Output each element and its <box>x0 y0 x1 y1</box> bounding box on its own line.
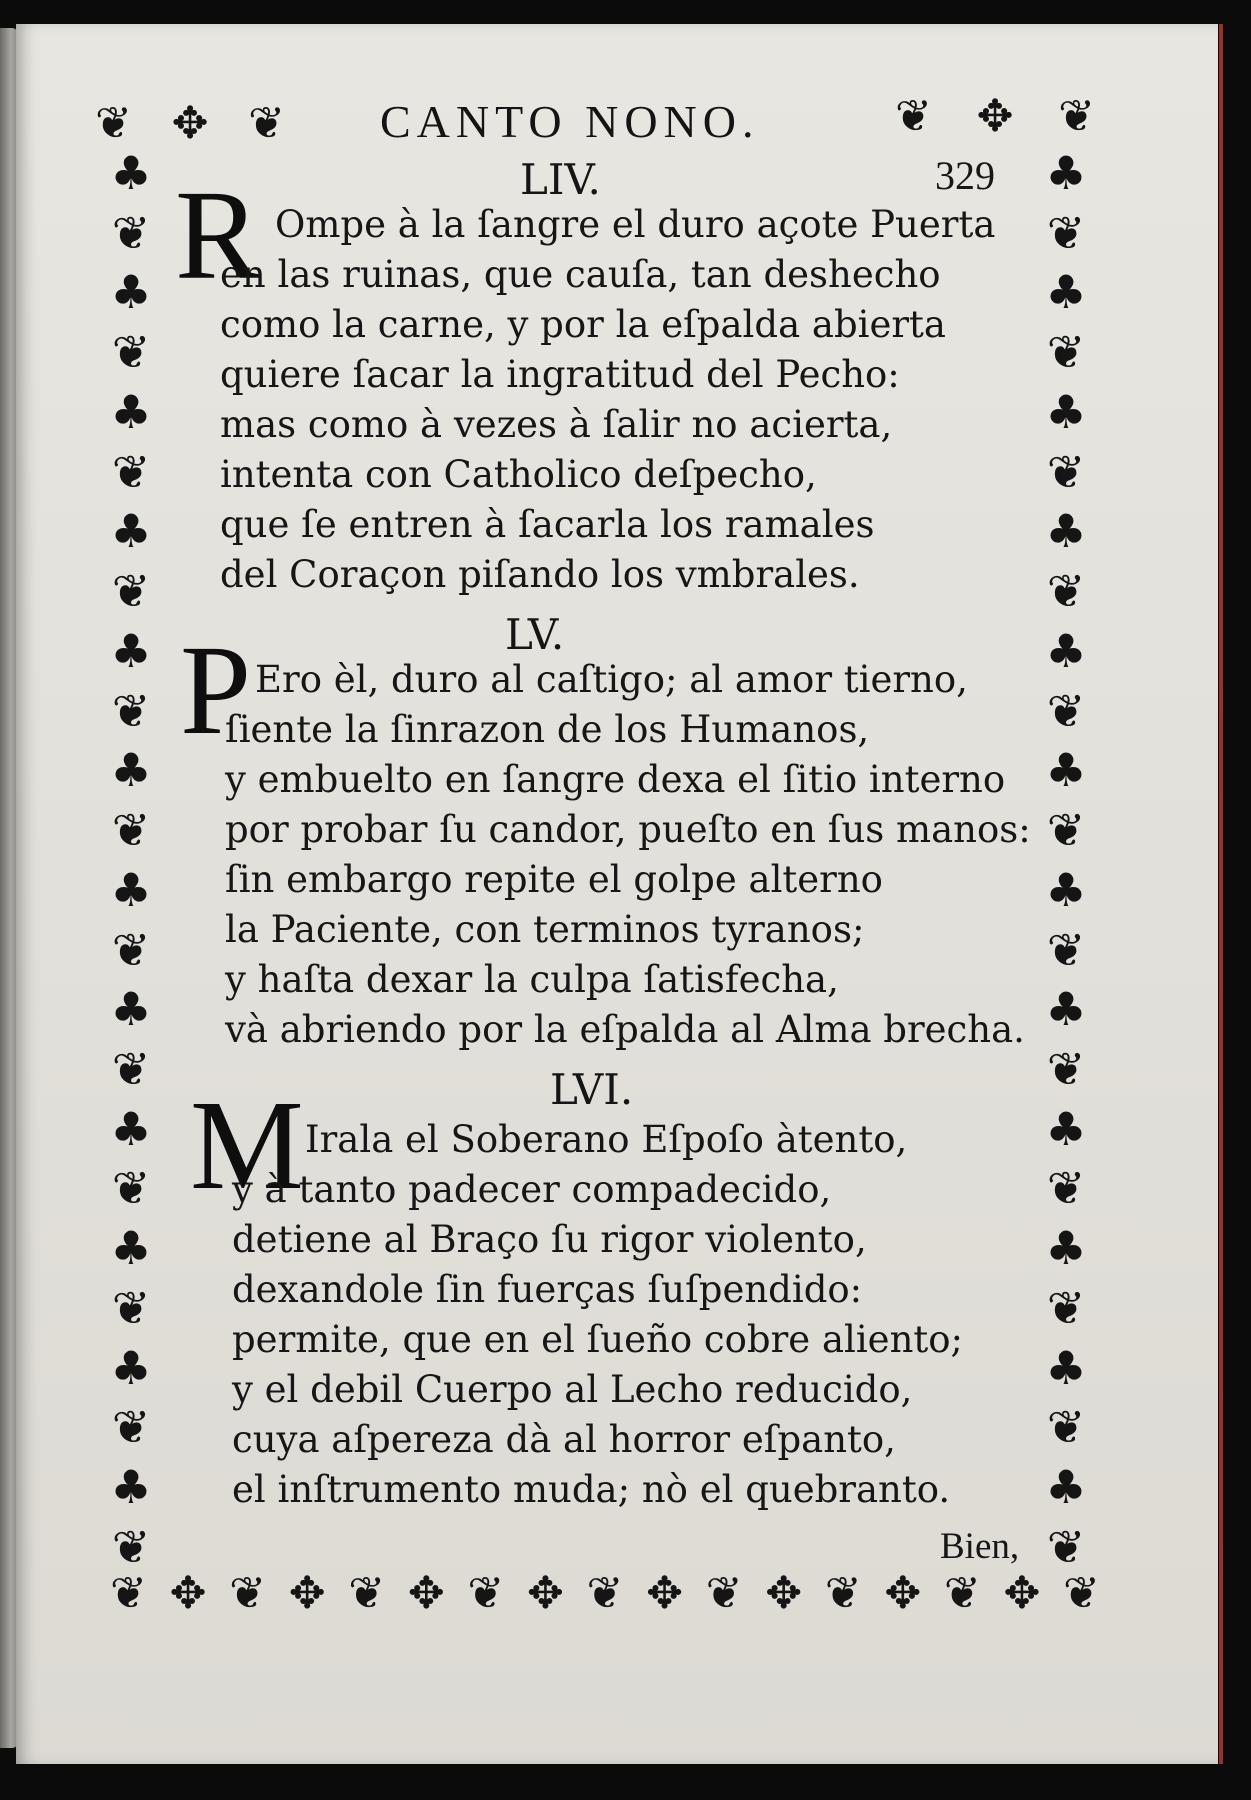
verse-line: dexandole ſin fuerças ſuſpendido: <box>232 1268 863 1311</box>
verse-line: el inſtrumento muda; nò el quebranto. <box>232 1468 951 1511</box>
stanza-numeral: LV. <box>505 610 565 659</box>
verse-line: cuya aſpereza dà al horror eſpanto, <box>232 1418 896 1461</box>
page-number: 329 <box>935 153 995 198</box>
verse-line: por probar ſu candor, pueſto en ſus manos: <box>225 808 1031 851</box>
stanza-numeral: LVI. <box>550 1065 634 1114</box>
verse-line: Ero èl, duro al caſtigo; al amor tierno, <box>255 658 968 701</box>
top-ornament-left: ❦ ✥ ❦ <box>95 97 285 149</box>
verse-line: Irala el Soberano Eſpoſo àtento, <box>305 1118 908 1161</box>
top-ornament-right: ❦ ✥ ❦ <box>895 90 1095 142</box>
verse-line: detiene al Braço ſu rigor violento, <box>232 1218 867 1261</box>
bottom-ornament-row: ❦ ✥ ❦ ✥ ❦ ✥ ❦ ✥ ❦ ✥ ❦ ✥ ❦ ✥ ❦ ✥ ❦ <box>110 1567 1100 1619</box>
verse-line: como la carne, y por la eſpalda abierta <box>220 303 946 346</box>
left-ornament-column: ♣ ❦ ♣ ❦ ♣ ❦ ♣ ❦ ♣ ❦ ♣ ❦ ♣ ❦ ♣ ❦ ♣ ❦ ♣ ❦ ♣ ❦ ♣ ❦ <box>110 150 152 1570</box>
verse-line: la Paciente, con terminos tyranos; <box>225 908 865 951</box>
running-head: CANTO NONO. <box>380 96 760 147</box>
stanza-lv <box>180 610 1031 1070</box>
stanza-numeral: LIV. <box>520 155 601 204</box>
stanza-lvi <box>190 1065 1010 1525</box>
verse-line: en las ruinas, que cauſa, tan deshecho <box>220 253 941 296</box>
verse-line: que ſe entren à ſacarla los ramales <box>220 503 875 546</box>
verse-line: Ompe à la ſangre el duro açote Puerta <box>275 203 996 246</box>
drop-capital: M <box>190 1074 304 1216</box>
verse-line: permite, que en el ſueño cobre aliento; <box>232 1318 964 1361</box>
verse-line: y el debil Cuerpo al Lecho reducido, <box>232 1368 913 1411</box>
verse-line: intenta con Catholico deſpecho, <box>220 453 817 496</box>
verse-line: y embuelto en ſangre dexa el ſitio interno <box>225 758 1006 801</box>
red-page-edge <box>1219 24 1223 1764</box>
verse-line: và abriendo por la eſpalda al Alma brecha. <box>225 1008 1025 1051</box>
verse-line: del Coraçon piſando los vmbrales. <box>220 553 860 596</box>
drop-capital: P <box>180 619 252 761</box>
verse-line: quiere ſacar la ingratitud del Pecho: <box>220 353 900 396</box>
verse-line: mas como à vezes à ſalir no acierta, <box>220 403 893 446</box>
drop-capital: R <box>175 164 261 306</box>
right-ornament-column: ♣ ❦ ♣ ❦ ♣ ❦ ♣ ❦ ♣ ❦ ♣ ❦ ♣ ❦ ♣ ❦ ♣ ❦ ♣ ❦ ♣ ❦ ♣ ❦ <box>1045 150 1087 1570</box>
verse-line: ſiente la ſinrazon de los Humanos, <box>225 708 870 751</box>
stanza-liv <box>175 155 995 615</box>
catchword: Bien, <box>940 1526 1020 1567</box>
verse-line: y haſta dexar la culpa ſatisfecha, <box>225 958 839 1001</box>
verse-line: ſin embargo repite el golpe alterno <box>225 858 883 901</box>
verse-line: y à tanto padecer compadecido, <box>232 1168 832 1211</box>
